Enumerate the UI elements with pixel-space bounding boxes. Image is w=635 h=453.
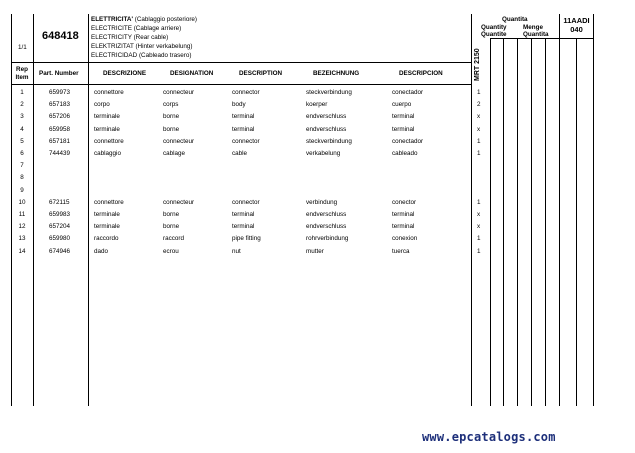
- quantity-label-en: Quantity: [481, 24, 507, 31]
- quantity-cell: 1: [477, 150, 481, 157]
- descrizione-cell: raccordo: [94, 235, 119, 243]
- part-number-cell: 659958: [49, 125, 71, 133]
- description-cell: pipe fitting: [232, 235, 261, 243]
- description-cell: cable: [232, 150, 248, 157]
- rep-cell: 4: [20, 125, 24, 133]
- table-row: [0, 113, 635, 125]
- rep-cell: 12: [18, 223, 26, 231]
- descrizione-cell: cablaggio: [94, 150, 121, 157]
- rep-cell: 5: [20, 137, 24, 145]
- designation-cell: cablage: [163, 150, 186, 157]
- title-sub: (Cableado trasero): [138, 52, 192, 59]
- rep-cell: 7: [20, 162, 24, 170]
- part-number-cell: 659980: [49, 235, 71, 243]
- rep-cell: 14: [18, 247, 26, 255]
- quantity-cell: 2: [477, 101, 481, 109]
- title-main: ELEKTRIZITAT: [91, 43, 134, 50]
- quantity-cell: 1: [477, 137, 481, 145]
- part-number-cell: 672115: [49, 198, 70, 206]
- descrizione-cell: terminale: [94, 211, 120, 218]
- description-cell: nut: [232, 247, 241, 255]
- bezeichnung-cell: endverschluss: [306, 113, 347, 121]
- col-bezeichnung: BEZEICHNUNG: [313, 70, 360, 77]
- rep-cell: 6: [20, 150, 24, 157]
- descripcion-cell: conectador: [392, 89, 424, 96]
- rep-cell: 2: [20, 101, 24, 109]
- quantity-label-fr: Quantite: [481, 31, 507, 38]
- bezeichnung-cell: endverschluss: [306, 223, 347, 231]
- descrizione-cell: terminale: [94, 113, 120, 121]
- table-row: [0, 126, 635, 138]
- header-divider: [11, 62, 471, 63]
- descripcion-cell: conector: [392, 198, 417, 206]
- catalog-code: 11AADI: [563, 16, 590, 25]
- model-label: MRT 2150: [474, 48, 481, 81]
- title-main: ELECTRICIDAD: [91, 52, 138, 59]
- title-sub: (Cablaggio posteriore): [134, 16, 198, 23]
- rep-cell: 8: [20, 174, 24, 182]
- description-cell: connector: [232, 89, 260, 96]
- part-number-cell: 659973: [49, 89, 71, 96]
- col-descrizione: DESCRIZIONE: [103, 70, 147, 77]
- col-part-number: Part. Number: [39, 70, 79, 77]
- part-number-cell: 744439: [49, 150, 71, 157]
- bezeichnung-cell: endverschluss: [306, 125, 347, 133]
- group-part-number: 648418: [42, 30, 79, 42]
- rep-cell: 13: [18, 235, 26, 243]
- table-row: [0, 199, 635, 211]
- descripcion-cell: cuerpo: [392, 101, 412, 109]
- designation-cell: borne: [163, 211, 180, 218]
- title-line-en: [91, 34, 168, 41]
- descrizione-cell: terminale: [94, 223, 120, 231]
- quantity-label-de: Menge: [523, 24, 543, 31]
- bezeichnung-cell: steckverbindung: [306, 137, 352, 145]
- descripcion-cell: terminal: [392, 113, 415, 121]
- descrizione-cell: terminale: [94, 125, 120, 133]
- description-cell: terminal: [232, 125, 255, 133]
- descripcion-cell: conectador: [392, 137, 424, 145]
- quantity-cell: x: [477, 223, 481, 231]
- designation-cell: corps: [163, 101, 179, 109]
- bezeichnung-cell: koerper: [306, 101, 328, 109]
- rep-cell: 3: [20, 113, 24, 121]
- descrizione-cell: connettore: [94, 137, 124, 145]
- descripcion-cell: conexion: [392, 235, 418, 243]
- bezeichnung-cell: endverschluss: [306, 211, 347, 218]
- table-row: [0, 89, 635, 101]
- title-line-fr: [91, 25, 181, 32]
- sheet-number: 1/1: [18, 44, 27, 51]
- bezeichnung-cell: verkabelung: [306, 150, 341, 157]
- table-row: [0, 187, 635, 199]
- quantity-cell: 1: [477, 198, 481, 206]
- catalog-code-sub: 040: [570, 25, 583, 34]
- descrizione-cell: connettore: [94, 89, 124, 96]
- table-row: [0, 150, 635, 162]
- part-number-cell: 657204: [49, 223, 71, 231]
- title-main: ELECTRICITE: [91, 25, 132, 32]
- watermark-url: www.epcatalogs.com: [422, 430, 556, 444]
- description-cell: terminal: [232, 223, 255, 231]
- designation-cell: borne: [163, 113, 180, 121]
- description-cell: body: [232, 101, 246, 109]
- table-row: [0, 101, 635, 113]
- quantity-label-it2: Quantita: [523, 31, 549, 38]
- designation-cell: connecteur: [163, 198, 195, 206]
- designation-cell: borne: [163, 125, 180, 133]
- descrizione-cell: corpo: [94, 101, 110, 109]
- table-row: [0, 248, 635, 260]
- quantity-cell: 1: [477, 89, 481, 96]
- description-cell: connector: [232, 137, 260, 145]
- designation-cell: connecteur: [163, 89, 195, 96]
- rep-cell: 1: [20, 89, 24, 96]
- table-row: [0, 138, 635, 150]
- part-number-cell: 659983: [49, 211, 71, 218]
- descripcion-cell: cableado: [392, 150, 418, 157]
- descripcion-cell: terminal: [392, 125, 415, 133]
- rep-cell: 9: [20, 186, 24, 194]
- descrizione-cell: connettore: [94, 198, 124, 206]
- title-sub: (Cablage arriere): [133, 25, 182, 32]
- designation-cell: ecrou: [163, 247, 179, 255]
- bezeichnung-cell: verbindung: [306, 198, 338, 206]
- col-designation: DESIGNATION: [170, 70, 214, 77]
- title-line-es: [91, 52, 191, 59]
- title-sub: (Hinter verkabelung): [135, 43, 193, 50]
- descripcion-cell: terminal: [392, 223, 415, 231]
- designation-cell: connecteur: [163, 137, 195, 145]
- rep-cell: 10: [18, 198, 26, 206]
- descrizione-cell: dado: [94, 247, 109, 255]
- descripcion-cell: tuerca: [392, 247, 410, 255]
- description-cell: terminal: [232, 211, 255, 218]
- table-row: [0, 174, 635, 186]
- quantity-cell: 1: [477, 247, 481, 255]
- descripcion-cell: terminal: [392, 211, 415, 218]
- column-header-divider: [11, 84, 471, 85]
- table-row: [0, 235, 635, 247]
- title-line-it: [91, 16, 197, 23]
- title-main: ELECTRICITY: [91, 34, 132, 41]
- quantity-header-divider: [490, 38, 593, 39]
- designation-cell: raccord: [163, 235, 184, 243]
- col-description: DESCRIPTION: [239, 70, 283, 77]
- title-sub: (Rear cable): [133, 34, 169, 41]
- quantity-cell: x: [477, 113, 481, 121]
- col-rep: Rep: [16, 66, 28, 73]
- bezeichnung-cell: mutter: [306, 247, 324, 255]
- quantity-cell: x: [477, 211, 481, 218]
- part-number-cell: 657206: [49, 113, 71, 121]
- part-number-cell: 674946: [49, 247, 71, 255]
- col-item: Item: [15, 74, 29, 81]
- table-row: [0, 223, 635, 235]
- quantity-cell: 1: [477, 235, 481, 243]
- bezeichnung-cell: steckverbindung: [306, 89, 352, 96]
- designation-cell: borne: [163, 223, 180, 231]
- part-number-cell: 657181: [49, 137, 71, 145]
- title-line-de: [91, 43, 193, 50]
- table-row: [0, 162, 635, 174]
- table-row: [0, 211, 635, 223]
- description-cell: connector: [232, 198, 260, 206]
- part-number-cell: 657183: [49, 101, 71, 109]
- description-cell: terminal: [232, 113, 255, 121]
- bezeichnung-cell: rohrverbindung: [306, 235, 349, 243]
- title-main: ELETTRICITA': [91, 16, 133, 23]
- quantity-label-it: Quantita: [502, 16, 528, 23]
- rep-cell: 11: [18, 211, 26, 218]
- col-descripcion: DESCRIPCION: [399, 70, 443, 77]
- quantity-cell: x: [477, 125, 481, 133]
